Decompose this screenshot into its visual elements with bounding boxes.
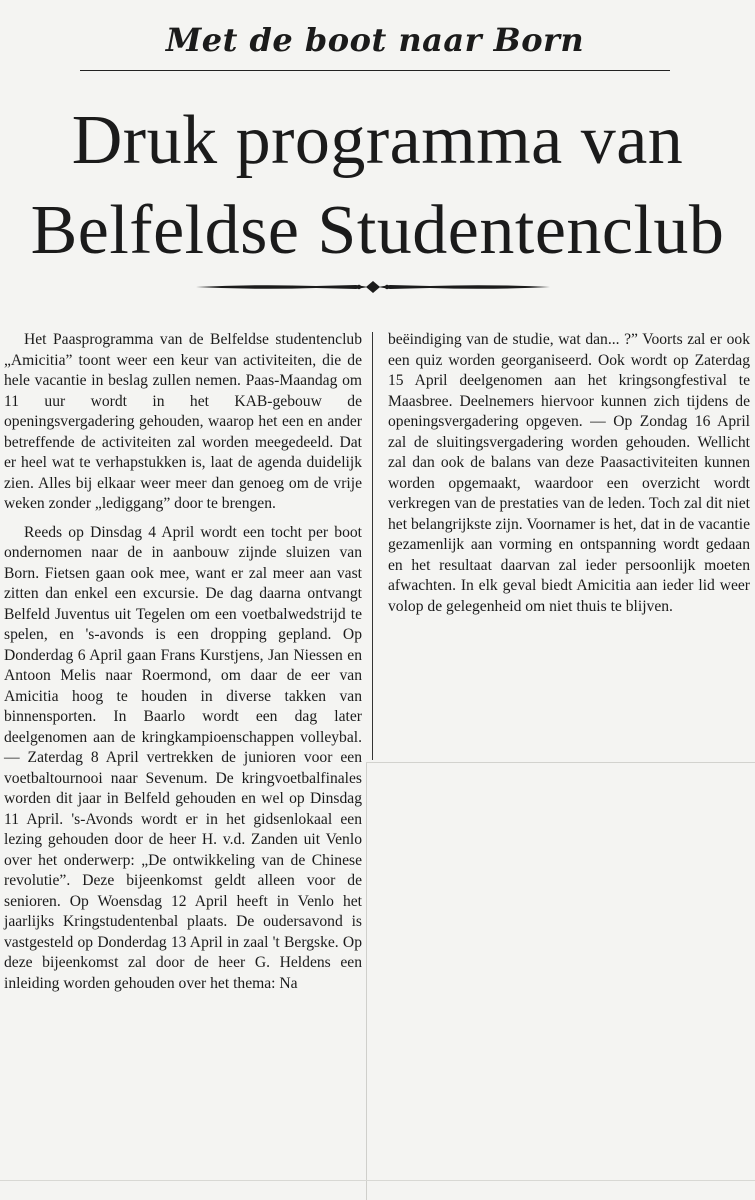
- paragraph: beëindiging van de studie, wat dan... ?” Voorts zal er ook een quiz worden georganiseerd. Ook wordt op Zaterdag 15 April deelgenomen aan het kringsongfestival te Maasbree. Deelnemers hiervoor kunnen zich tijdens de openingsvergadering opgeven. — Op Zondag 16 April zal de sluitingsvergadering worden gehouden. Wellicht zal dan ook de balans van deze Paasactiviteiten kunnen worden opgemaakt, waardoor een overzicht wordt verkregen van de prestaties van de leden. Toch zal dit niet het belangrijkste zijn. Voornamer is het, dat in de vacantie gezamenlijk aan vorming en ontspanning wordt gedaan en het resultaat daarvan zal ieder persoonlijk moeten afwachten. In elk geval biedt Amicitia aan ieder lid weer volop de gelegenheid om niet thuis te blijven.: [388, 331, 750, 615]
- article-column-left: [4, 330, 362, 994]
- paragraph: Reeds op Dinsdag 4 April wordt een tocht per boot ondernomen naar de in aanbouw zijnde sluizen van Born. Fietsen gaan ook mee, want er zal meer aan vast zitten dan enkel een excursie. De dag daarna ontvangt Belfeld Juventus uit Tegelen om een voetbalwedstrijd te spelen, en 's-avonds is een dropping gepland. Op Donderdag 6 April gaan Frans Kurstjens, Jan Niessen en Antoon Melis naar Roermond, om daar de eer van Amicitia hoog te houden in diverse takken van binnensporten. In Baarlo wordt een dag later deelgenomen aan de kringkampioenschappen volleybal. — Zaterdag 8 April vertrekken de junioren voor een voetbaltournooi naar Sevenum. De kringvoetbalfinales worden dit jaar in Belfeld gehouden en wel op Dinsdag 11 April. 's-Avonds wordt er in het gidsenlokaal een lezing gehouden door de heer H. v.d. Zanden uit Venlo over het onderwerp: „De ontwikkeling van de Chinese revolutie”. Deze bijeenkomst geldt alleen voor de senioren. Op Woensdag 12 April heeft in Venlo het jaarlijks Kringstudentenbal plaats. De oudersavond is vastgesteld op Donderdag 13 April in zaal 't Bergske. Op deze bijeenkomst zal door de heer G. Heldens een inleiding worden gehouden over het thema: Na: [4, 523, 362, 992]
- kicker-rule: [80, 70, 670, 71]
- headline: Druk programma van Belfeldse Studentenclub: [30, 102, 725, 269]
- paper-edge: [366, 762, 367, 1200]
- paper-edge: [366, 762, 755, 763]
- paper-edge: [0, 1180, 755, 1181]
- paragraph: Het Paasprogramma van de Belfeldse studentenclub „Amicitia” toont weer een keur van activiteiten, die de hele vacantie in beslag zullen nemen. Paas-Maandag om 11 uur wordt in het KAB-gebouw de openingsvergadering gehouden, waarop het een en ander betreffende de activiteiten zal worden meegedeeld. Dat er heel wat te verhapstukken is, laat de agenda duidelijk zien. Alles bij elkaar weer meer dan genoeg om de vrije weken zonder „lediggang” door te brengen.: [4, 331, 362, 512]
- article-column-right: [388, 330, 750, 617]
- column-divider: [372, 332, 373, 760]
- ornament-divider-icon: [196, 279, 550, 295]
- kicker-title: Met de boot naar Born: [165, 21, 585, 59]
